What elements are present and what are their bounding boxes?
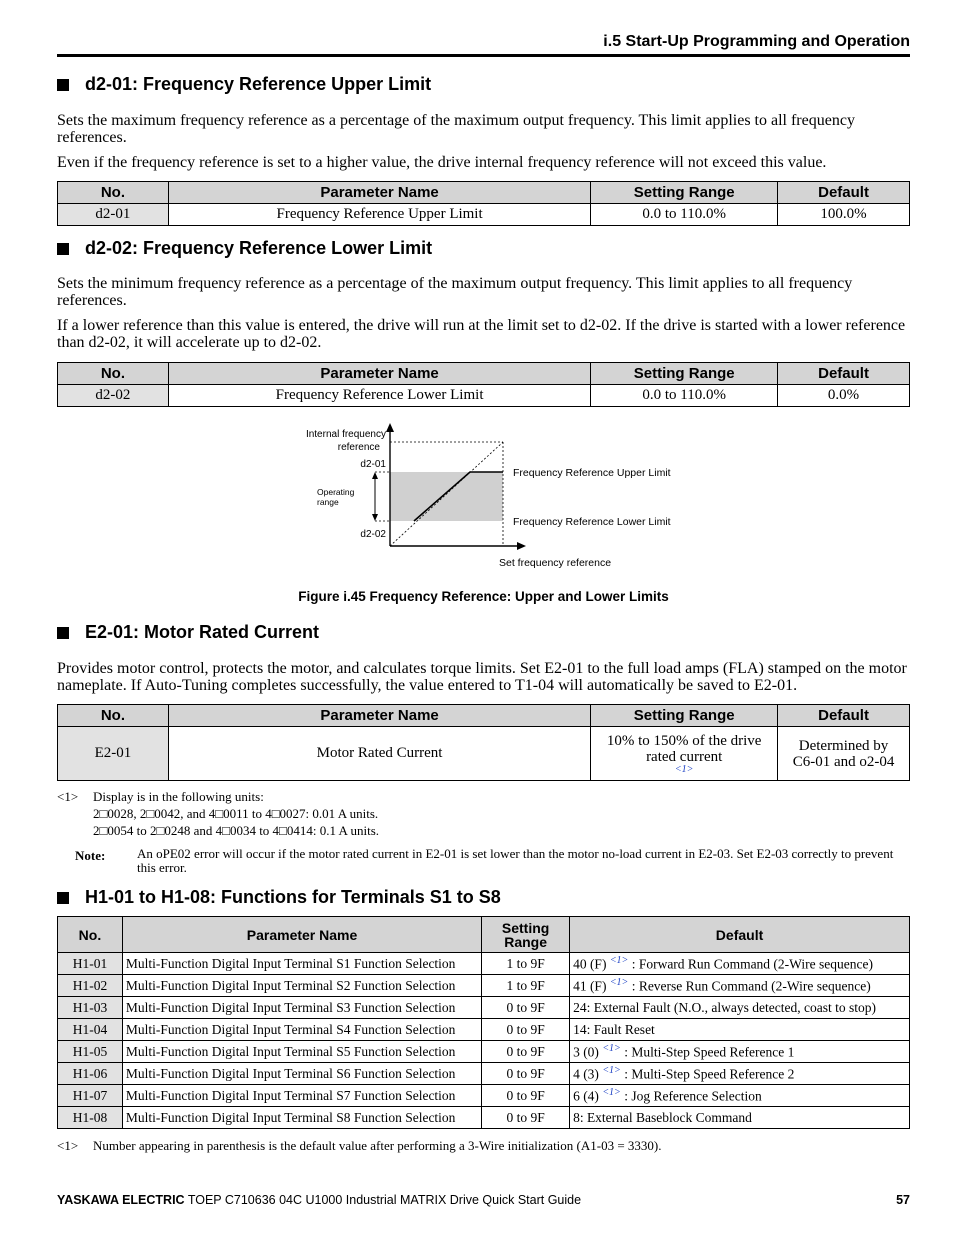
cell-default	[570, 975, 910, 997]
section-heading-d2-01	[57, 74, 431, 95]
lower-limit-label: d2-02	[360, 529, 386, 540]
col-header-name: Parameter Name	[122, 917, 481, 953]
figure-caption: Figure i.45 Frequency Reference: Upper and Lower Limits	[298, 589, 669, 604]
cell-name: Multi-Function Digital Input Terminal S3 Function Selection	[122, 997, 481, 1019]
x-axis-arrow-icon	[517, 542, 526, 550]
bullet-square-icon	[57, 243, 69, 255]
range-line1: 10% to 150% of the drive	[606, 732, 762, 749]
col-header-name: Parameter Name	[168, 363, 590, 385]
col-header-no: No.	[58, 705, 169, 727]
cell-default: 100.0%	[778, 204, 910, 226]
cell-default	[570, 1041, 910, 1063]
table-row	[58, 953, 910, 975]
default-line1: Determined by	[798, 737, 889, 754]
default-value: 14: Fault Reset	[573, 1021, 655, 1037]
parameter-table-d2-02	[57, 362, 910, 407]
bullet-square-icon	[57, 892, 69, 904]
cell-no: H1-07	[58, 1085, 123, 1107]
table-row	[58, 1085, 910, 1107]
footer-brand: YASKAWA ELECTRIC	[57, 1193, 185, 1207]
table-row	[58, 204, 910, 226]
cell-default	[570, 1019, 910, 1041]
cell-name: Multi-Function Digital Input Terminal S2 Function Selection	[122, 975, 481, 997]
cell-name: Multi-Function Digital Input Terminal S1 Function Selection	[122, 953, 481, 975]
default-value: 40 (F)	[573, 956, 610, 972]
upper-limit-label: d2-01	[360, 459, 386, 470]
cell-no: H1-01	[58, 953, 123, 975]
cell-no: H1-06	[58, 1063, 123, 1085]
cell-range: 1 to 9F	[482, 953, 570, 975]
heading-text: d2-01: Frequency Reference Upper Limit	[85, 74, 432, 94]
cell-no: H1-03	[58, 997, 123, 1019]
col-header-range	[482, 917, 570, 953]
col-header-no: No.	[58, 917, 123, 953]
default-description: : Forward Run Command (2-Wire sequence)	[628, 956, 873, 972]
paragraph: Provides motor control, protects the motor, and calculates torque limits. Set E2-01 to the full load amps (FLA) stamped on the motor nameplate. If Auto-Tuning completes successfully, the value entered to T1-04 will automatically be saved to E2-01.	[57, 660, 907, 694]
cell-default	[570, 1063, 910, 1085]
table-row	[58, 385, 910, 407]
cell-no: d2-01	[58, 204, 169, 226]
heading-text: H1-01 to H1-08: Functions for Terminals S1 to S8	[85, 887, 501, 907]
cell-range: 0 to 9F	[482, 1063, 570, 1085]
section-heading-d2-02	[57, 238, 432, 259]
default-value: 4 (3)	[573, 1066, 603, 1082]
default-value: 8: External Baseblock Command	[573, 1109, 752, 1125]
col-header-no: No.	[58, 182, 169, 204]
cell-default: 0.0%	[778, 385, 910, 407]
cell-name: Multi-Function Digital Input Terminal S5 Function Selection	[122, 1041, 481, 1063]
cell-no: H1-04	[58, 1019, 123, 1041]
default-value: 3 (0)	[573, 1044, 603, 1060]
section-heading-e2-01	[57, 622, 319, 643]
operating-label-line1: Operating	[317, 487, 355, 497]
col-header-range: Setting Range	[591, 182, 778, 204]
frequency-limit-figure	[287, 420, 707, 575]
operating-range-down-arrow-icon	[372, 514, 378, 521]
col-header-default: Default	[778, 363, 910, 385]
footnote-line: 2□0028, 2□0042, and 4□0011 to 4□0027: 0.01 A units.	[93, 806, 379, 821]
running-header: i.5 Start-Up Programming and Operation	[57, 33, 910, 57]
cell-name: Multi-Function Digital Input Terminal S6 Function Selection	[122, 1063, 481, 1085]
note-text: An oPE02 error will occur if the motor rated current in E2-01 is set lower than the motor no-load current in E2-03. Set E2-03 correctly to prevent this error.	[137, 846, 894, 875]
operating-range-up-arrow-icon	[372, 472, 378, 479]
footnote-ref-link[interactable]: <1>	[674, 763, 694, 775]
footnote-ref-link[interactable]: <1>	[602, 1042, 621, 1054]
footer-doc-title: TOEP C710636 04C U1000 Industrial MATRIX Drive Quick Start Guide	[184, 1193, 582, 1207]
footnote-line: Display is in the following units:	[93, 789, 264, 804]
paragraph: Even if the frequency reference is set to a higher value, the drive internal frequency reference will not exceed this value.	[57, 154, 827, 171]
page-number: 57	[896, 1193, 910, 1207]
cell-range: 0 to 9F	[482, 1019, 570, 1041]
col-header-default: Default	[570, 917, 910, 953]
heading-text: d2-02: Frequency Reference Lower Limit	[85, 238, 433, 258]
cell-range: 1 to 9F	[482, 975, 570, 997]
cell-default	[570, 1107, 910, 1129]
cell-no: H1-05	[58, 1041, 123, 1063]
cell-name: Multi-Function Digital Input Terminal S4 Function Selection	[122, 1019, 481, 1041]
footnote-ref-link[interactable]: <1>	[609, 976, 629, 988]
cell-default	[570, 997, 910, 1019]
table-row	[58, 1063, 910, 1085]
col-header-no: No.	[58, 363, 169, 385]
footnote-ref-link[interactable]: <1>	[602, 1086, 621, 1098]
cell-range: 0.0 to 110.0%	[591, 204, 778, 226]
h1-table-body	[58, 953, 910, 1129]
col-header-name: Parameter Name	[168, 182, 590, 204]
footnote-marker: <1>	[57, 1138, 79, 1153]
table-row	[58, 975, 910, 997]
cell-name: Motor Rated Current	[168, 727, 590, 781]
table-row	[58, 1041, 910, 1063]
parameter-table-e2-01	[57, 704, 910, 781]
table-row	[58, 727, 910, 781]
cell-range	[591, 727, 778, 781]
page-footer	[57, 1193, 910, 1207]
cell-name: Frequency Reference Upper Limit	[168, 204, 590, 226]
footnote-ref-link[interactable]: <1>	[609, 954, 629, 966]
cell-no: H1-08	[58, 1107, 123, 1129]
default-description: : Reverse Run Command (2-Wire sequence)	[628, 978, 871, 994]
upper-limit-text: Frequency Reference Upper Limit	[513, 467, 671, 479]
bullet-square-icon	[57, 627, 69, 639]
cell-range: 0 to 9F	[482, 1085, 570, 1107]
table-row	[58, 997, 910, 1019]
default-value: 6 (4)	[573, 1088, 603, 1104]
col-header-default: Default	[778, 182, 910, 204]
cell-name: Multi-Function Digital Input Terminal S7 Function Selection	[122, 1085, 481, 1107]
cell-no: d2-02	[58, 385, 169, 407]
footnote-ref-link[interactable]: <1>	[602, 1064, 621, 1076]
x-axis-label: Set frequency reference	[499, 557, 612, 569]
footnote-line: 2□0054 to 2□0248 and 4□0034 to 4□0414: 0.1 A units.	[93, 823, 379, 838]
cell-range: 0.0 to 110.0%	[591, 385, 778, 407]
range-line2: rated current	[646, 748, 723, 765]
footnote-marker: <1>	[57, 789, 79, 804]
default-description: : Multi-Step Speed Reference 2	[620, 1066, 795, 1082]
lower-limit-text: Frequency Reference Lower Limit	[513, 516, 671, 528]
heading-text: E2-01: Motor Rated Current	[85, 622, 320, 642]
cell-range: 0 to 9F	[482, 1107, 570, 1129]
cell-range: 0 to 9F	[482, 1041, 570, 1063]
range-header-line2: Range	[504, 933, 547, 950]
bullet-square-icon	[57, 79, 69, 91]
footer-doc-info	[57, 1193, 581, 1207]
cell-name: Frequency Reference Lower Limit	[168, 385, 590, 407]
default-line2: C6-01 and o2-04	[792, 753, 895, 770]
cell-no: H1-02	[58, 975, 123, 997]
cell-default	[570, 953, 910, 975]
paragraph: Sets the maximum frequency reference as a percentage of the maximum output frequency. This limit applies to all frequency references.	[57, 112, 855, 146]
cell-no: E2-01	[58, 727, 169, 781]
parameter-table-d2-01	[57, 181, 910, 226]
range-header-line1: Setting	[501, 919, 550, 936]
default-description: : Jog Reference Selection	[620, 1088, 762, 1104]
col-header-range: Setting Range	[591, 705, 778, 727]
cell-name: Multi-Function Digital Input Terminal S8 Function Selection	[122, 1107, 481, 1129]
paragraph: Sets the minimum frequency reference as a percentage of the maximum output frequency. This limit applies to all frequency references.	[57, 275, 853, 309]
col-header-range: Setting Range	[591, 363, 778, 385]
parameter-table-h1	[57, 916, 910, 1129]
footnote-text: Number appearing in parenthesis is the default value after performing a 3-Wire initialization (A1-03 = 3330).	[93, 1138, 662, 1153]
note-label: Note:	[75, 848, 106, 863]
cell-range: 0 to 9F	[482, 997, 570, 1019]
section-heading-h1	[57, 887, 501, 908]
col-header-name: Parameter Name	[168, 705, 590, 727]
default-value: 24: External Fault (N.O., always detected, coast to stop)	[573, 999, 876, 1015]
default-description: : Multi-Step Speed Reference 1	[620, 1044, 795, 1060]
default-value: 41 (F)	[573, 978, 610, 994]
y-label-line1: Internal frequency	[305, 429, 386, 440]
cell-default	[778, 727, 910, 781]
table-row	[58, 1107, 910, 1129]
operating-band	[390, 472, 503, 521]
y-axis-arrow-icon	[386, 423, 394, 432]
table-row	[58, 1019, 910, 1041]
operating-label-line2: range	[317, 497, 339, 507]
y-label-line2: reference	[337, 442, 380, 453]
col-header-default: Default	[778, 705, 910, 727]
paragraph: If a lower reference than this value is entered, the drive will run at the limit set to d2-02. If the drive is started with a lower reference than d2-02, it will accelerate up to d2-02.	[57, 317, 906, 351]
cell-default	[570, 1085, 910, 1107]
